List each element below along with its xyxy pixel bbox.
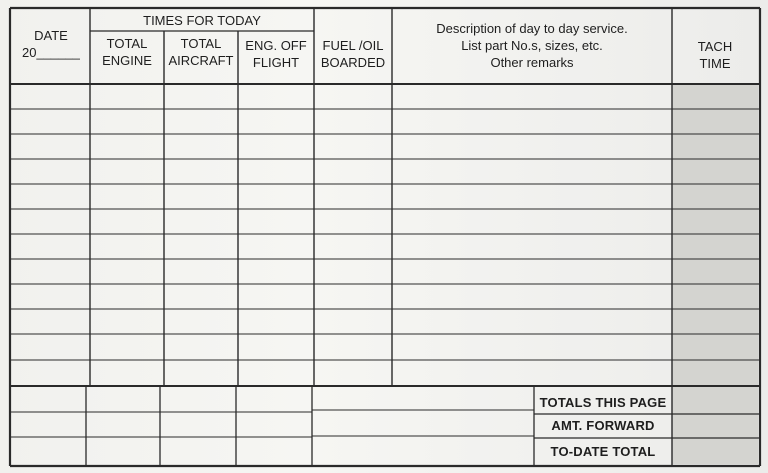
tach-time-header xyxy=(672,35,758,75)
total-aircraft-line1: TOTAL xyxy=(180,36,222,51)
eng-off-flight-line2: FLIGHT xyxy=(252,55,300,70)
total-engine-header xyxy=(90,32,164,72)
tach-time-shaded-column xyxy=(672,84,758,388)
times-for-today-label: TIMES FOR TODAY xyxy=(143,12,261,28)
eng-off-flight-line1: ENG. OFF xyxy=(245,38,307,53)
date-header xyxy=(13,27,89,67)
amt-forward-label: AMT. FORWARD xyxy=(551,417,655,433)
fuel-oil-line2: BOARDED xyxy=(320,55,386,70)
tach-totals-shaded-cells xyxy=(672,388,758,464)
total-engine-line1: TOTAL xyxy=(106,36,148,51)
fuel-oil-header xyxy=(314,34,392,74)
total-aircraft-line2: AIRCRAFT xyxy=(168,53,234,68)
tach-time-line2: TIME xyxy=(699,56,731,71)
totals-this-page-label: TOTALS THIS PAGE xyxy=(539,394,667,410)
description-line1: Description of day to day service. xyxy=(436,20,628,36)
description-header xyxy=(392,16,672,74)
total-aircraft-header xyxy=(164,32,238,72)
eng-off-flight-header xyxy=(238,34,314,74)
total-engine-line2: ENGINE xyxy=(102,53,152,68)
tach-time-line1: TACH xyxy=(697,39,733,54)
year-prefix: 20______ xyxy=(22,45,80,60)
fuel-oil-line1: FUEL /OIL xyxy=(322,38,384,53)
description-line3: Other remarks xyxy=(490,54,574,70)
date-label: DATE xyxy=(34,28,68,43)
to-date-total-label: TO-DATE TOTAL xyxy=(550,443,656,459)
description-line2: List part No.s, sizes, etc. xyxy=(461,37,603,53)
times-for-today-header xyxy=(90,9,314,31)
